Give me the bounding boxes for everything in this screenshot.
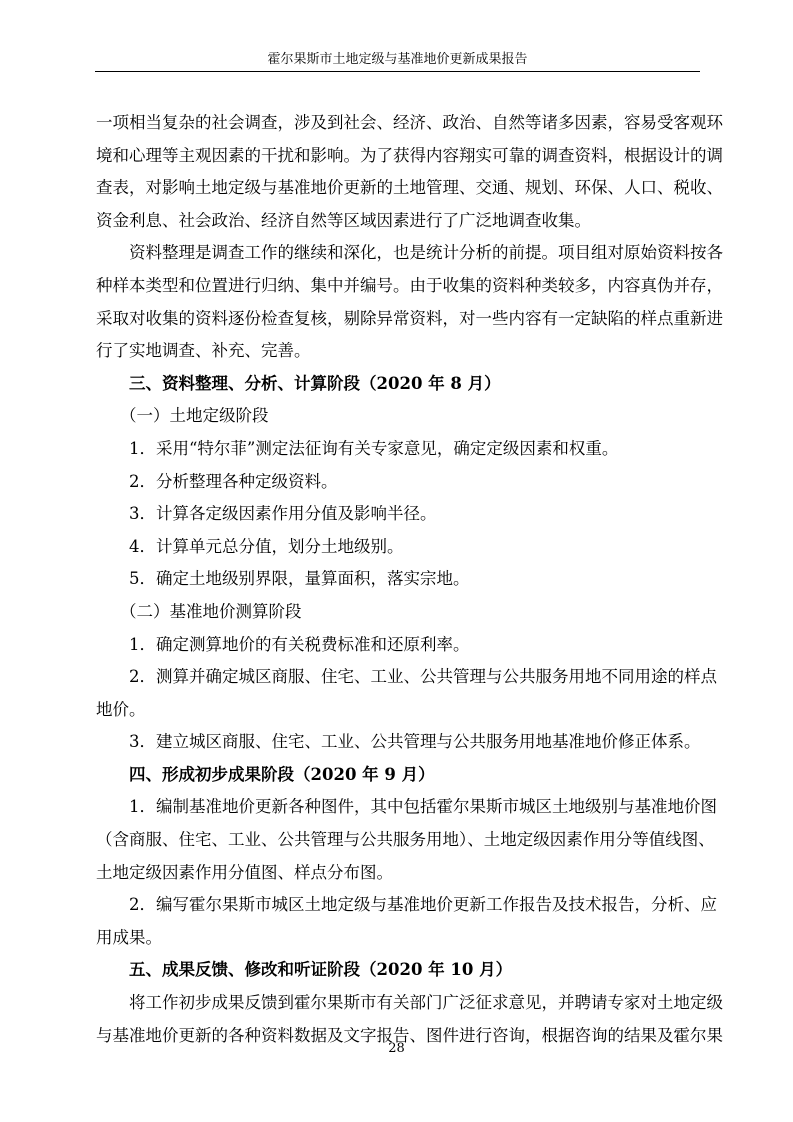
header-rule bbox=[95, 71, 700, 72]
text-line: 一项相当复杂的社会调查，涉及到社会、经济、政治、自然等诸多因素，容易受客观环 bbox=[96, 113, 723, 132]
section-heading: 五、成果反馈、修改和听证阶段（2020 年 10 月） bbox=[129, 960, 513, 980]
list-item: 1．采用“特尔菲”测定法征询有关专家意见，确定定级因素和权重。 bbox=[129, 438, 619, 458]
text-line: 种样本类型和位置进行归纳、集中并编号。由于收集的资料种类较多，内容真伪并存， bbox=[96, 275, 723, 295]
text-line: 地价。 bbox=[96, 699, 146, 719]
section-heading: 四、形成初步成果阶段（2020 年 9 月） bbox=[129, 764, 435, 784]
subsection-heading: （一）土地定级阶段 bbox=[120, 406, 269, 426]
list-item: 5．确定土地级别界限，量算面积，落实宗地。 bbox=[129, 569, 470, 589]
text-line: 资料整理是调查工作的继续和深化，也是统计分析的前提。项目组对原始资料按各 bbox=[129, 243, 723, 263]
list-item: 3．建立城区商服、住宅、工业、公共管理与公共服务用地基准地价修正体系。 bbox=[129, 732, 701, 752]
text-line: 资金利息、社会政治、经济自然等区域因素进行了广泛地调查收集。 bbox=[96, 210, 591, 230]
page-number: 28 bbox=[388, 1041, 405, 1056]
text-line: 查表，对影响土地定级与基准地价更新的土地管理、交通、规划、环保、人口、税收、 bbox=[96, 178, 723, 198]
text-line: 土地定级因素作用分值图、样点分布图。 bbox=[96, 862, 393, 882]
list-item: 2．分析整理各种定级资料。 bbox=[129, 471, 338, 491]
text-line: （含商服、住宅、工业、公共管理与公共服务用地）、土地定级因素作用分等值线图、 bbox=[96, 830, 715, 850]
running-header: 霍尔果斯市土地定级与基准地价更新成果报告 bbox=[267, 52, 528, 67]
list-item: 2．测算并确定城区商服、住宅、工业、公共管理与公共服务用地不同用途的样点 bbox=[129, 667, 717, 687]
body-text bbox=[96, 107, 723, 1052]
text-line: 采取对收集的资料逐份检查复核，剔除异常资料，对一些内容有一定缺陷的样点重新进 bbox=[96, 308, 723, 328]
list-item: 1．确定测算地价的有关税费标准和还原利率。 bbox=[129, 634, 470, 654]
text-line: 境和心理等主观因素的干扰和影响。为了获得内容翔实可靠的调查资料，根据设计的调 bbox=[96, 145, 723, 165]
text-line: 将工作初步成果反馈到霍尔果斯市有关部门广泛征求意见，并聘请专家对土地定级 bbox=[129, 993, 723, 1013]
text-line: 用成果。 bbox=[96, 927, 162, 947]
list-item: 2．编写霍尔果斯市城区土地定级与基准地价更新工作报告及技术报告，分析、应 bbox=[129, 895, 717, 915]
list-item: 4．计算单元总分值，划分土地级别。 bbox=[129, 536, 404, 556]
text-line: 与基准地价更新的各种资料数据及文字报告、图件进行咨询，根据咨询的结果及霍尔果 bbox=[96, 1025, 723, 1045]
section-heading: 三、资料整理、分析、计算阶段（2020 年 8 月） bbox=[129, 373, 501, 393]
text-line: 行了实地调查、补充、完善。 bbox=[96, 341, 311, 361]
list-item: 3．计算各定级因素作用分值及影响半径。 bbox=[129, 504, 437, 524]
subsection-heading: （二）基准地价测算阶段 bbox=[120, 601, 302, 621]
list-item: 1．编制基准地价更新各种图件，其中包括霍尔果斯市城区土地级别与基准地价图 bbox=[129, 797, 717, 817]
